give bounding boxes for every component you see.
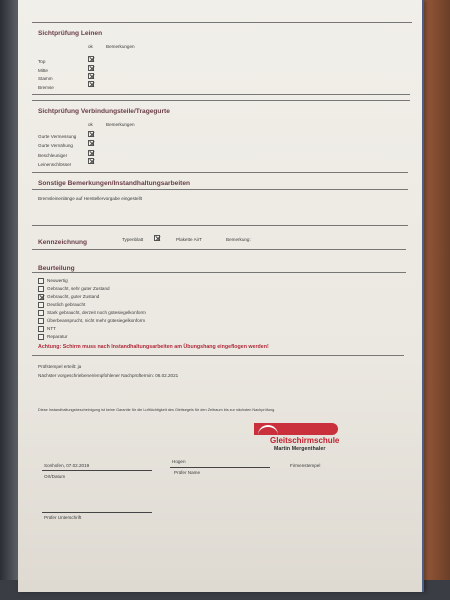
rating-checkbox bbox=[38, 318, 44, 324]
row-label: Leinenschlösser bbox=[38, 162, 72, 167]
row-label: Mitte bbox=[38, 68, 48, 73]
signature-line bbox=[42, 470, 152, 471]
hogen-text: Hogen bbox=[172, 459, 186, 464]
ok-checkbox bbox=[88, 150, 94, 156]
divider bbox=[32, 94, 410, 95]
logo-line1: Gleitschirmschule bbox=[270, 436, 340, 445]
rating-option: Neuwertig bbox=[47, 278, 68, 283]
rating-checkbox bbox=[38, 278, 44, 284]
ok-checkbox bbox=[88, 131, 94, 137]
section-title-leinen: Sichtprüfung Leinen bbox=[38, 30, 103, 37]
divider bbox=[32, 355, 404, 356]
pruefstempel-text: Prüfstempel erteilt: ja bbox=[38, 364, 82, 369]
section-title-verbindungsteile: Sichtprüfung Verbindungsteile/Tragegurte bbox=[38, 108, 170, 115]
divider bbox=[32, 189, 408, 190]
col-remarks: Bemerkungen bbox=[106, 122, 135, 127]
signature-line bbox=[170, 467, 270, 468]
remarks-text: Bremsleinenlänge auf Herstellervorgabe eingestellt bbox=[38, 196, 142, 201]
rating-option: Deutlich gebraucht bbox=[47, 302, 86, 307]
divider bbox=[32, 225, 408, 226]
section-title-sonstige: Sonstige Bemerkungen/Instandhaltungsarbeiten bbox=[38, 180, 191, 187]
place-date-value: Sonhofen, 07.02.2019 bbox=[44, 463, 90, 468]
plakette-label: Plakette AirT bbox=[176, 237, 203, 242]
ok-checkbox bbox=[88, 56, 94, 62]
logo-line2: Martin Mergenthaler bbox=[274, 446, 326, 452]
row-label: Beschleuniger bbox=[38, 153, 68, 158]
divider bbox=[32, 172, 408, 173]
col-ok: ok bbox=[88, 122, 93, 127]
rating-checkbox bbox=[38, 334, 44, 340]
ok-checkbox bbox=[88, 140, 94, 146]
rating-option: Überbeansprucht, nicht mehr gütesiegelkonform bbox=[47, 318, 146, 323]
section-title-kennzeichnung: Kennzeichnung bbox=[38, 239, 88, 246]
signature-line bbox=[42, 512, 152, 513]
inspection-document bbox=[18, 0, 424, 592]
rating-checkbox bbox=[38, 286, 44, 292]
row-label: Stamm bbox=[38, 76, 53, 81]
next-inspection-text: Nächster vorgeschriebener/empfohlener Nachprüftermin: 06.02.2021 bbox=[38, 373, 179, 378]
rating-checkbox-checked bbox=[38, 294, 44, 300]
divider bbox=[32, 249, 406, 250]
rating-option: Reparatur bbox=[47, 334, 68, 339]
divider bbox=[32, 22, 412, 23]
row-label: Gurte Vermessung bbox=[38, 134, 77, 139]
section-title-beurteilung: Beurteilung bbox=[38, 265, 75, 272]
row-label: Top bbox=[38, 59, 46, 64]
ok-checkbox bbox=[88, 158, 94, 164]
pruefer-unterschrift-label: Prüfer Unterschrift bbox=[44, 515, 82, 520]
rating-option: Gebraucht, guter Zustand bbox=[47, 294, 100, 299]
typenblatt-checkbox bbox=[154, 235, 160, 241]
divider bbox=[32, 100, 410, 101]
rating-checkbox bbox=[38, 310, 44, 316]
pruefer-name-label: Prüfer Name bbox=[174, 470, 201, 475]
rating-checkbox bbox=[38, 326, 44, 332]
ort-datum-label: Ort/Datum bbox=[44, 474, 66, 479]
col-remarks: Bemerkungen bbox=[106, 44, 135, 49]
col-ok: ok bbox=[88, 44, 93, 49]
ok-checkbox bbox=[88, 73, 94, 79]
rating-checkbox bbox=[38, 302, 44, 308]
bemerkung-label: Bemerkung: bbox=[226, 237, 251, 242]
typenblatt-label: Typenblatt bbox=[122, 237, 144, 242]
disclaimer-text: Diese Instandhaltungsbescheinigung ist keine Garantie für die Lufttüchtigkeit des Gleitsegels für den Zeitraum bis zur nächsten Nachprüfung. bbox=[38, 408, 276, 412]
rating-option: NTT bbox=[47, 326, 56, 331]
divider bbox=[32, 272, 406, 273]
firmenstempel-label: Firmenstempel bbox=[290, 463, 321, 468]
rating-option: Stark gebraucht, derzeit noch gütesiegelkonform bbox=[47, 310, 146, 315]
rating-option: Gebraucht, sehr guter Zustand bbox=[47, 286, 110, 291]
paper-edge bbox=[422, 0, 424, 592]
ok-checkbox bbox=[88, 81, 94, 87]
row-label: Gurte Vernähung bbox=[38, 143, 73, 148]
row-label: Bremse bbox=[38, 85, 54, 90]
warning-text: Achtung: Schirm muss nach Instandhaltungsarbeiten am Übungshang eingeflogen werden! bbox=[38, 344, 269, 350]
ok-checkbox bbox=[88, 65, 94, 71]
